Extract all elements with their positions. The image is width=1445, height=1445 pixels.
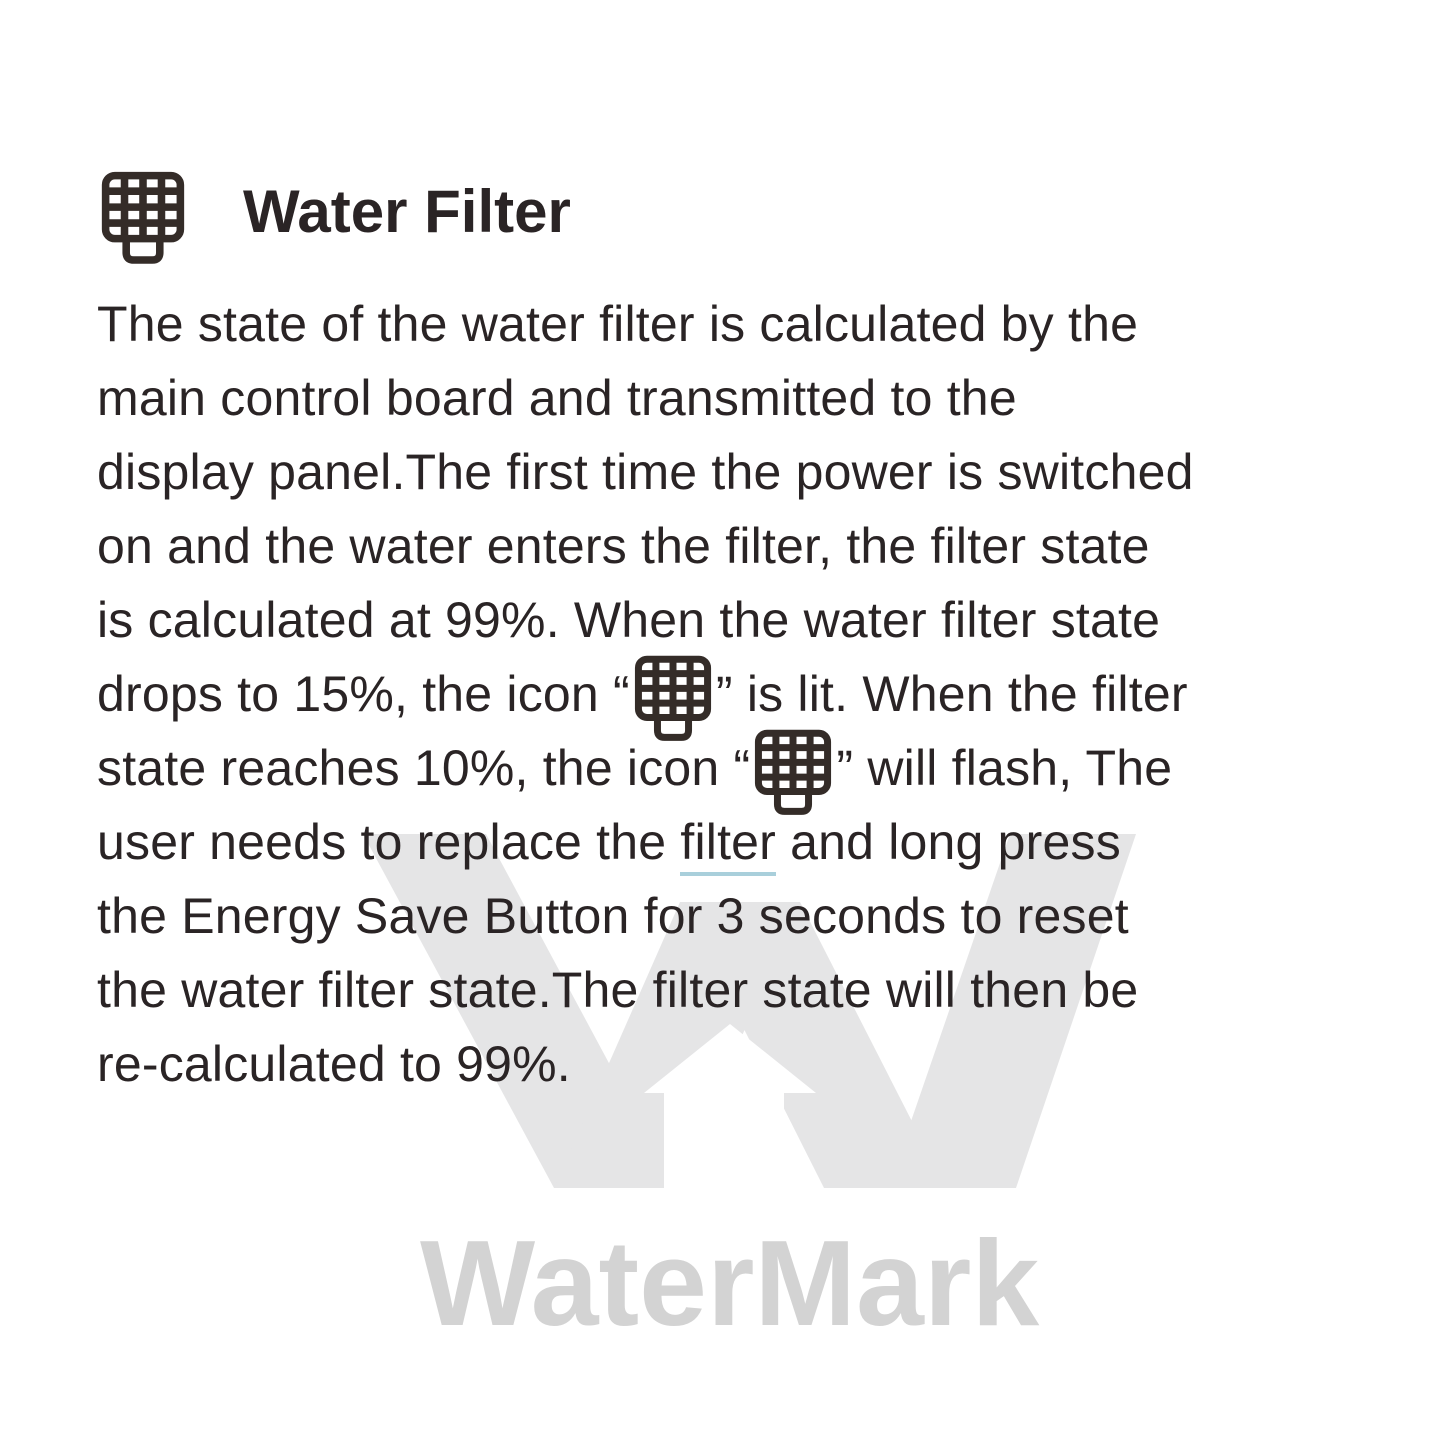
text-run: re-calculated to 99%. bbox=[97, 1036, 571, 1092]
text-run: state reaches 10%, the icon “ bbox=[97, 740, 751, 796]
text-run: is calculated at 99%. When the water filter state bbox=[97, 592, 1161, 648]
paragraph bbox=[97, 287, 1397, 1101]
page-title: Water Filter bbox=[243, 178, 571, 245]
paragraph-line bbox=[97, 805, 1397, 879]
paragraph-line bbox=[97, 509, 1397, 583]
paragraph-line bbox=[97, 953, 1397, 1027]
text-run: user needs to replace the bbox=[97, 814, 681, 870]
water-filter-grid-icon bbox=[634, 709, 712, 711]
paragraph-line bbox=[97, 657, 1397, 731]
paragraph-line bbox=[97, 361, 1397, 435]
text-run: the Energy Save Button for 3 seconds to reset bbox=[97, 888, 1129, 944]
text-run: main control board and transmitted to the bbox=[97, 370, 1017, 426]
watermark-label: WaterMark bbox=[420, 1215, 1040, 1351]
filter-link[interactable]: filter bbox=[680, 814, 776, 876]
text-run: ” is lit. When the filter bbox=[715, 666, 1188, 722]
text-run: ” will flash, The bbox=[836, 740, 1173, 796]
text-run: the water filter state.The filter state will then be bbox=[97, 962, 1139, 1018]
paragraph-line bbox=[97, 1027, 1397, 1101]
paragraph-line bbox=[97, 879, 1397, 953]
text-run: drops to 15%, the icon “ bbox=[97, 666, 630, 722]
paragraph-line bbox=[97, 583, 1397, 657]
text-run: The state of the water filter is calculated by the bbox=[97, 296, 1139, 352]
text-run: on and the water enters the filter, the filter state bbox=[97, 518, 1150, 574]
paragraph-line bbox=[97, 287, 1397, 361]
paragraph-line bbox=[97, 731, 1397, 805]
water-filter-grid-icon bbox=[754, 783, 832, 785]
text-run: display panel.The first time the power is switched bbox=[97, 444, 1194, 500]
paragraph-line bbox=[97, 435, 1397, 509]
water-filter-grid-icon bbox=[101, 171, 185, 265]
text-run: and long press bbox=[776, 814, 1121, 870]
